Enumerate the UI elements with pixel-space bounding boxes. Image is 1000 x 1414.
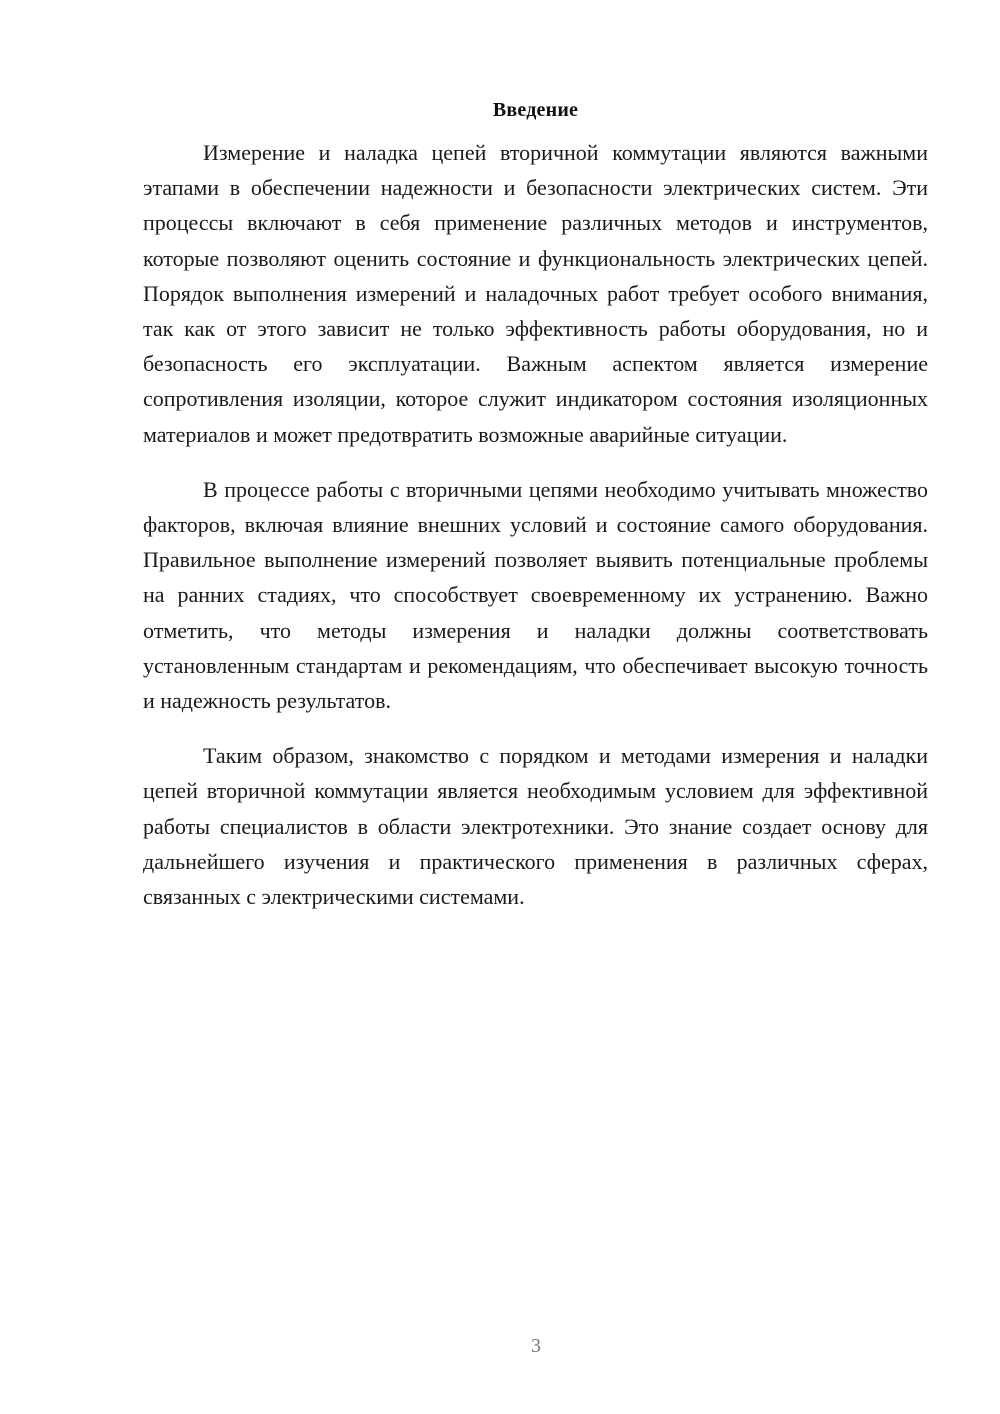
paragraph-2: В процессе работы с вторичными цепями необходимо учитывать множество факторов, включая влияние внешних условий и состояние самого оборудования. Правильное выполнение измерений позволяет выявить потенциальные проблемы на ранних стадиях, что способствует своевременному их устранению. Важно отметить, что методы измерения и наладки должны соответствовать установленным стандартам и рекомендациям, что обеспечивает высокую точность и надежность результатов. <box>143 476 928 714</box>
section-heading: Введение <box>492 99 579 121</box>
page-content <box>143 95 928 914</box>
page-number: 3 <box>531 1335 541 1357</box>
paragraph-1: Измерение и наладка цепей вторичной коммутации являются важными этапами в обеспечении надежности и безопасности электрических систем. Эти процессы включают в себя применение различных методов и инструментов, которые позволяют оценить состояние и функциональность электрических цепей. Порядок выполнения измерений и наладочных работ требует особого внимания, так как от этого зависит не только эффективность работы оборудования, но и безопасность его эксплуатации. Важным аспектом является измерение сопротивления изоляции, которое служит индикатором состояния изоляционных материалов и может предотвратить возможные аварийные ситуации. <box>143 140 928 447</box>
paragraph-3: Таким образом, знакомство с порядком и методами измерения и наладки цепей вторичной коммутации является необходимым условием для эффективной работы специалистов в области электротехники. Это знание создает основу для дальнейшего изучения и практического применения в различных сферах, связанных с электрическими системами. <box>143 743 928 910</box>
